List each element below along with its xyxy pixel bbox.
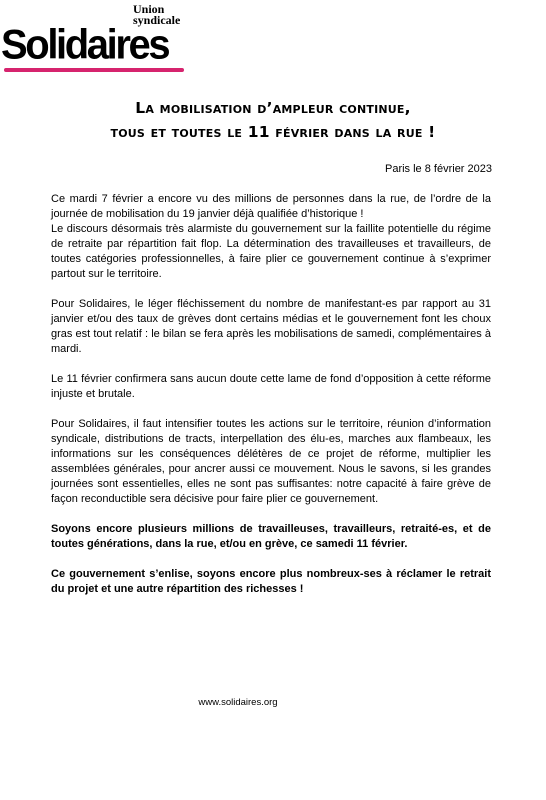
solidaires-logo <box>0 2 190 72</box>
paragraph-1 <box>51 192 491 282</box>
headline-line-1: La mobilisation d’ampleur continue, <box>135 99 411 117</box>
paragraph-4-text: Pour Solidaires, il faut intensifier toutes les actions sur le territoire, réunion d’information syndicale, distributions de tracts, interpellation des élu-es, marches aux flambeaux, les informations sur les conséquences délétères de ce projet de réforme, multiplier les assemblées générales, pour ancrer aussi ce mouvement. Nous le savons, si les grandes journées sont essentielles, elles ne sont pas suffisantes: notre capacité à faire grève de façon reconductible sera décisive pour faire plier ce gouvernement. <box>51 418 491 505</box>
paragraph-1-line-2: Le discours désormais très alarmiste du gouvernement sur la faillite potentielle du régime de retraite par répartition fait flop. La détermination des travailleuses et travailleurs, de toutes catégories professionnelles, à faire plier ce gouvernement continue à s’exprimer partout sur le territoire. <box>51 223 491 280</box>
paragraph-3 <box>51 372 491 402</box>
logo-accent-bar <box>4 68 184 72</box>
footer-website: www.solidaires.org <box>198 697 278 708</box>
paragraph-5-text: Soyons encore plusieurs millions de travailleuses, travailleurs, retraité-es, et de toutes générations, dans la rue, et/ou en grève, ce samedi 11 février. <box>51 523 491 550</box>
paragraph-2-text: Pour Solidaires, le léger fléchissement du nombre de manifestant-es par rapport au 31 janvier et/ou des taux de grèves dont certains médias et le gouvernement font les choux gras est tout relatif : le bilan se fera après les mobilisations de samedi, complémentaires à mardi. <box>51 298 491 355</box>
headline <box>0 96 546 144</box>
logo-subtitle-line-2: syndicale <box>133 13 181 27</box>
paragraph-6-text: Ce gouvernement s’enlise, soyons encore plus nombreux-ses à réclamer le retrait du projet et une autre répartition des richesses ! <box>51 568 491 595</box>
headline-line-2: tous et toutes le 11 février dans la rue ! <box>110 123 436 141</box>
document-date: Paris le 8 février 2023 <box>385 163 492 175</box>
paragraph-6-bold <box>51 567 491 597</box>
paragraph-5-bold <box>51 522 491 552</box>
paragraph-3-text: Le 11 février confirmera sans aucun doute cette lame de fond d’opposition à cette réforme injuste et brutale. <box>51 373 491 400</box>
paragraph-1-line-1: Ce mardi 7 février a encore vu des millions de personnes dans la rue, de l’ordre de la journée de mobilisation du 19 janvier déjà qualifiée d’historique ! <box>51 193 491 220</box>
paragraph-2 <box>51 297 491 357</box>
logo-subtitle-line-1: Union <box>133 2 165 16</box>
document-body <box>51 192 491 612</box>
logo-name: Solidaires <box>1 21 169 69</box>
paragraph-4 <box>51 417 491 507</box>
